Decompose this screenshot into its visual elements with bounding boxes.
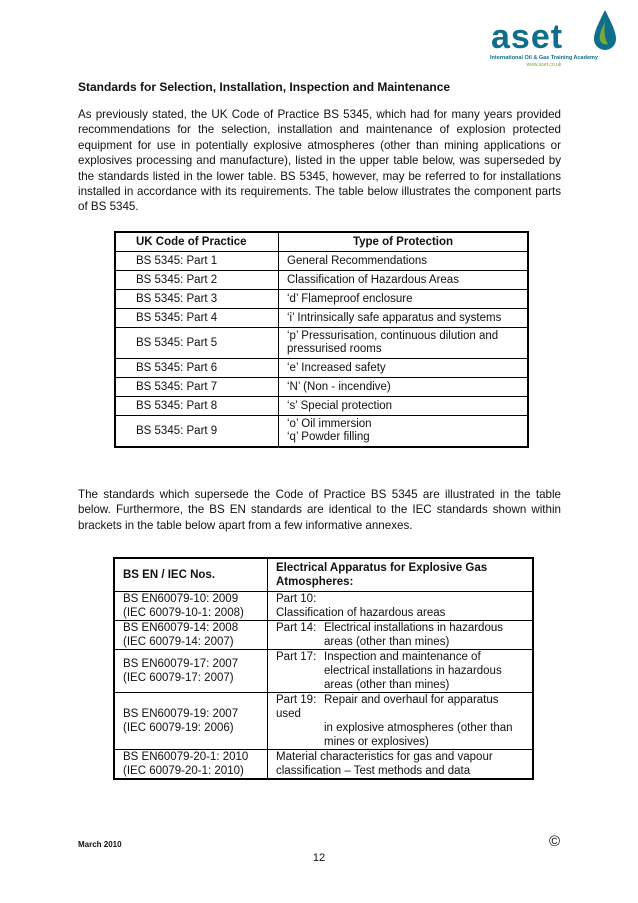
column-header-apparatus [268, 558, 534, 592]
protection-text: ‘d’ Flameproof enclosure [287, 292, 413, 305]
code-cell: BS 5345: Part 3 [115, 290, 279, 309]
standard-cell [114, 750, 268, 780]
protection-text: ‘i’ Intrinsically safe apparatus and systems [287, 311, 502, 324]
protection-cell [279, 252, 529, 271]
supersede-paragraph: The standards which supersede the Code of Practice BS 5345 are illustrated in the table below. Furthermore, the BS EN standards are identical to the IEC standards shown within brackets in the table below apart from a few informative annexes. [78, 488, 561, 532]
protection-cell [279, 290, 529, 309]
code-cell: BS 5345: Part 6 [115, 359, 279, 378]
part-number: Part 10: [276, 593, 317, 605]
protection-text: ‘s’ Special protection [287, 399, 393, 412]
table-row [115, 328, 528, 359]
protection-text: Classification of Hazardous Areas [287, 273, 459, 286]
protection-cell [279, 397, 529, 416]
table-row [115, 252, 528, 271]
part-description: areas (other than mines) [324, 636, 450, 648]
standard-line: (IEC 60079-14: 2007) [123, 636, 234, 648]
table-row [115, 309, 528, 328]
code-cell: BS 5345: Part 1 [115, 252, 279, 271]
part-description: Electrical installations in hazardous [324, 622, 503, 634]
intro-paragraph: As previously stated, the UK Code of Practice BS 5345, which had for many years provided recommendations for the selection, installation and maintenance of explosion protected equipment for use in potentially explosive atmospheres (other than mining applications or explosives processing and manufacture), listed in the upper table below, was superseded by the standards listed in the lower table. BS 5345, however, may be referred to for installations installed in accordance with its requirements. The table below illustrates the component parts of BS 5345. [78, 108, 561, 214]
standard-line: BS EN60079-10: 2009 [123, 593, 239, 605]
table-row [114, 592, 533, 621]
page-number: 12 [312, 852, 326, 864]
code-cell: BS 5345: Part 5 [115, 328, 279, 359]
standard-line: BS EN60079-20-1: 2010 [123, 751, 249, 763]
table-row [115, 416, 528, 448]
standard-cell [114, 592, 268, 621]
part-description: Inspection and maintenance of [324, 651, 481, 663]
part-description: Classification of hazardous areas [276, 607, 446, 619]
protection-text: ‘p’ Pressurisation, continuous dilution and [287, 330, 499, 342]
header-line: Atmospheres: [276, 576, 354, 588]
part-description: mines or explosives) [324, 736, 429, 748]
logo-url: www.aset.co.uk [526, 62, 562, 68]
table-row [114, 750, 533, 780]
standard-cell [114, 621, 268, 650]
part-description: in explosive atmospheres (other than [324, 722, 513, 734]
standard-line: BS EN60079-14: 2008 [123, 622, 239, 634]
part-description: Repair and overhaul for apparatus used [276, 694, 499, 720]
column-header-standard: BS EN / IEC Nos. [114, 558, 268, 592]
protection-cell [279, 359, 529, 378]
protection-text: ‘q’ Powder filling [287, 431, 370, 443]
table-row [115, 359, 528, 378]
part-description: areas (other than mines) [324, 679, 450, 691]
protection-cell [279, 309, 529, 328]
protection-text: General Recommendations [287, 254, 427, 267]
code-cell: BS 5345: Part 2 [115, 271, 279, 290]
logo-tagline: International Oil & Gas Training Academy [490, 55, 598, 61]
bs5345-parts-table [114, 231, 529, 448]
protection-text: ‘e’ Increased safety [287, 361, 386, 374]
table-row [114, 693, 533, 750]
oil-drop-icon [592, 8, 618, 52]
column-header-protection: Type of Protection [279, 232, 529, 252]
standard-cell [114, 693, 268, 750]
code-cell: BS 5345: Part 7 [115, 378, 279, 397]
standard-line: (IEC 60079-17: 2007) [123, 672, 234, 684]
code-cell: BS 5345: Part 8 [115, 397, 279, 416]
standard-line: BS EN60079-17: 2007 [123, 658, 239, 670]
table-row [115, 378, 528, 397]
header-line: Electrical Apparatus for Explosive Gas [276, 562, 488, 574]
column-header-code: UK Code of Practice [115, 232, 279, 252]
protection-text: ‘o’ Oil immersion [287, 418, 372, 430]
table-row [115, 397, 528, 416]
code-cell: BS 5345: Part 9 [115, 416, 279, 448]
bs-en-iec-standards-table [113, 557, 534, 780]
standard-line: (IEC 60079-10-1: 2008) [123, 607, 244, 619]
description-cell [268, 621, 534, 650]
table-header-row [115, 232, 528, 252]
standard-line: (IEC 60079-19: 2006) [123, 722, 234, 734]
description-cell [268, 693, 534, 750]
logo-wordmark: aset [491, 18, 564, 56]
part-description: electrical installations in hazardous [324, 665, 502, 677]
part-description: Material characteristics for gas and vapour [276, 751, 493, 763]
protection-cell [279, 416, 529, 448]
part-description: classification – Test methods and data [276, 765, 471, 777]
section-title: Standards for Selection, Installation, Inspection and Maintenance [78, 80, 451, 94]
protection-cell [279, 328, 529, 359]
protection-text: pressurised rooms [287, 343, 382, 355]
table-row [114, 650, 533, 693]
part-number: Part 19: [276, 694, 317, 706]
protection-cell [279, 378, 529, 397]
copyright-symbol: © [549, 833, 561, 850]
protection-text: ‘N’ (Non - incendive) [287, 380, 391, 393]
protection-cell [279, 271, 529, 290]
standard-line: BS EN60079-19: 2007 [123, 708, 239, 720]
table-row [115, 271, 528, 290]
standard-line: (IEC 60079-20-1: 2010) [123, 765, 244, 777]
standard-cell [114, 650, 268, 693]
table-row [115, 290, 528, 309]
aset-logo [485, 8, 620, 70]
description-cell [268, 650, 534, 693]
description-cell [268, 750, 534, 780]
code-cell: BS 5345: Part 4 [115, 309, 279, 328]
footer-date: March 2010 [78, 840, 122, 849]
description-cell [268, 592, 534, 621]
part-number: Part 14: [276, 622, 317, 634]
table-row [114, 621, 533, 650]
table-header-row [114, 558, 533, 592]
part-number: Part 17: [276, 651, 317, 663]
